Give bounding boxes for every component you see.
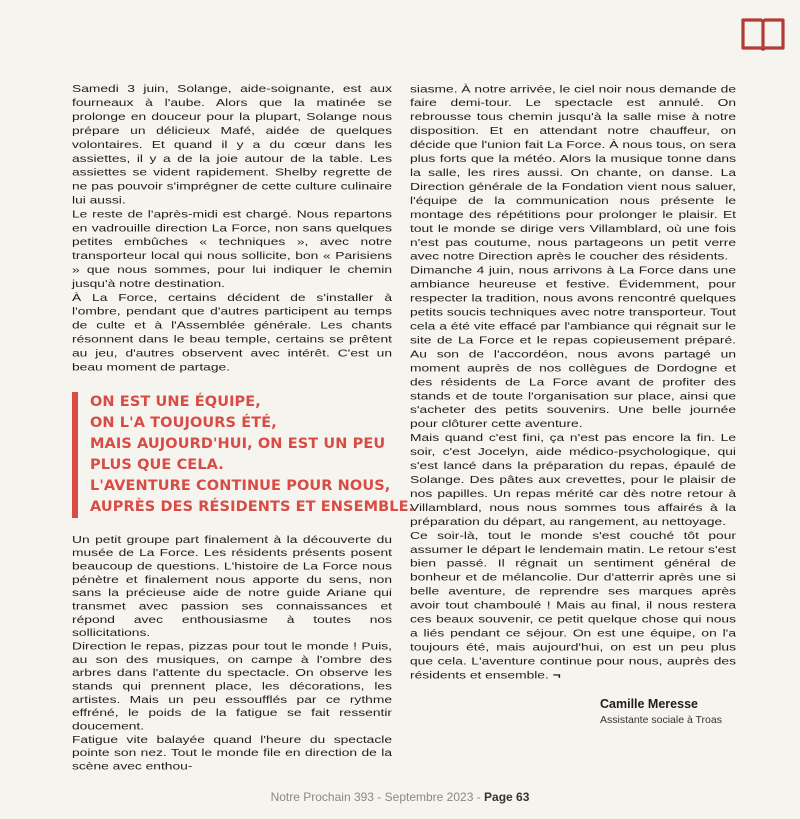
pull-quote-line: AUPRÈS DES RÉSIDENTS ET ENSEMBLE. bbox=[90, 499, 415, 515]
pull-quote-line: ON L'A TOUJOURS ÉTÉ, bbox=[90, 415, 277, 431]
paragraph: Dimanche 4 juin, nous arrivons à La Force dans une ambiance heureuse et festive. Évidemment, pour respecter la tradition, nous avons rencontré quelques petits soucis techniques avec notre transporteur. Tout cela a été vite effacé par l'ambiance qui régnait sur le site de La Force et le repas copieusement préparé. Au son de l'accordéon, nous avons partagé un moment auprès de nos collègues de Dordogne et des résidents de La Force avant de profiter des stands et de toute l'organisation sur place, ainsi que s'acheter des petits souvenirs. Une belle journée pour clôturer cette aventure. bbox=[410, 264, 736, 430]
article-column-right bbox=[410, 82, 736, 682]
paragraph: Samedi 3 juin, Solange, aide-soignante, est aux fourneaux à l'aube. Alors que la matinée se prolonge en douceur pour la plupart, Solange nous prépare un délicieux Mafé, aidée de quelques volontaires. Et quand il y a du cœur dans les assiettes, il y a de la joie autour de la table. Les assiettes se vident rapidement. Shelby regrette de ne pas pouvoir s'imprégner de cette culture culinaire lui aussi. bbox=[72, 83, 392, 206]
author-role: Assistante sociale à Troas bbox=[600, 714, 722, 726]
footer-text: Notre Prochain 393 - Septembre 2023 - bbox=[270, 790, 485, 804]
paragraph: À La Force, certains décident de s'installer à l'ombre, pendant que d'autres participent au temps de culte et à l'Assemblée générale. Les chants résonnent dans le beau temple, certains se prêtent au jeu, d'autres observent avec intérêt. C'est un beau moment de partage. bbox=[72, 292, 392, 373]
paragraph: Mais quand c'est fini, ça n'est pas encore la fin. Le soir, c'est Jocelyn, aide médico-psychologique, qui s'est lancé dans la préparation du repas, épaulé de Solange. Des pâtes aux crevettes, pour le plaisir de nos papilles. Un repas mérité car dès notre retour à Villamblard, nous nous sommes tous affairés à la préparation du départ, au rangement, au nettoyage. bbox=[410, 432, 736, 528]
paragraph: Un petit groupe part finalement à la découverte du musée de La Force. Les résidents présents posent beaucoup de questions. L'histoire de La Force nous pénètre et finalement nous apporte du sens, non sans la précieuse aide de notre guide Ariane qui transmet avec passion ses connaissances et répond avec enthousiasme à toutes nos sollicitations. bbox=[72, 534, 392, 639]
paragraph: siasme. À notre arrivée, le ciel noir nous demande de faire demi-tour. Le spectacle est annulé. On rebrousse tous chemin jusqu'à la salle mise à notre disposition. Et en attendant notre chauffeur, on décide que l'union fait La Force. À nous tous, on sera plus forts que la météo. Alors la musique tonne dans la salle, les rires aussi. On chante, on danse. La Direction générale de la Fondation vient nous saluer, l'équipe de la communication nous présente le montage des répétitions pour prolonger le plaisir. Et tout le monde se dirige vers Villamblard, où une fois n'est pas coutume, nous partageons un petit verre avec notre Direction après le coucher des résidents. bbox=[410, 83, 736, 262]
paragraph: Fatigue vite balayée quand l'heure du spectacle pointe son nez. Tout le monde file en direction de la scène avec enthou- bbox=[72, 734, 392, 772]
pull-quote-line: MAIS AUJOURD'HUI, ON EST UN PEU bbox=[90, 436, 386, 452]
book-icon bbox=[740, 16, 786, 52]
paragraph bbox=[410, 529, 736, 682]
pull-quote-line: PLUS QUE CELA. bbox=[90, 457, 224, 473]
end-mark: ¬ bbox=[552, 669, 561, 681]
paragraph: Le reste de l'après-midi est chargé. Nous repartons en vadrouille direction La Force, non sans quelques petites embûches « techniques », avec notre transporteur local qui nous sollicite, bon « Parisiens » que nous sommes, pour lui indiquer le chemin jusqu'à notre destination. bbox=[72, 208, 392, 290]
author-name: Camille Meresse bbox=[600, 697, 698, 711]
pull-quote-line: L'AVENTURE CONTINUE POUR NOUS, bbox=[90, 478, 391, 494]
pull-quote bbox=[72, 392, 415, 518]
signature bbox=[600, 697, 736, 726]
page-footer bbox=[0, 790, 800, 804]
pull-quote-line: ON EST UNE ÉQUIPE, bbox=[90, 394, 261, 410]
paragraph: Direction le repas, pizzas pour tout le monde ! Puis, au son des musiques, on campe à l'ombre des arbres dans l'attente du spectacle. On observe les stands qui prennent place, les décorations, les artistes. Mais un peu essoufflés par ce rythme effréné, le poids de la fatigue se fait ressentir doucement. bbox=[72, 641, 392, 732]
paragraph-text: Ce soir-là, tout le monde s'est couché tôt pour assumer le départ le lendemain matin. Le retour s'est bien passé. Il régnait un sentiment général de bonheur et de mélancolie. Dur d'atterrir après une si belle aventure, de reprendre ses marques après avoir tout chamboulé ! Mais au final, il nous restera ces beaux souvenir, ce petit quelque chose qui nous a liés pendant ce séjour. On est une équipe, on l'a toujours été, mais aujourd'hui, on est un peu plus que cela. L'aventure continue pour nous, auprès des résidents et ensemble. bbox=[410, 529, 736, 681]
article-column-left-bottom bbox=[72, 533, 392, 773]
article-column-left-top bbox=[72, 82, 392, 374]
page-number: Page 63 bbox=[484, 790, 530, 804]
